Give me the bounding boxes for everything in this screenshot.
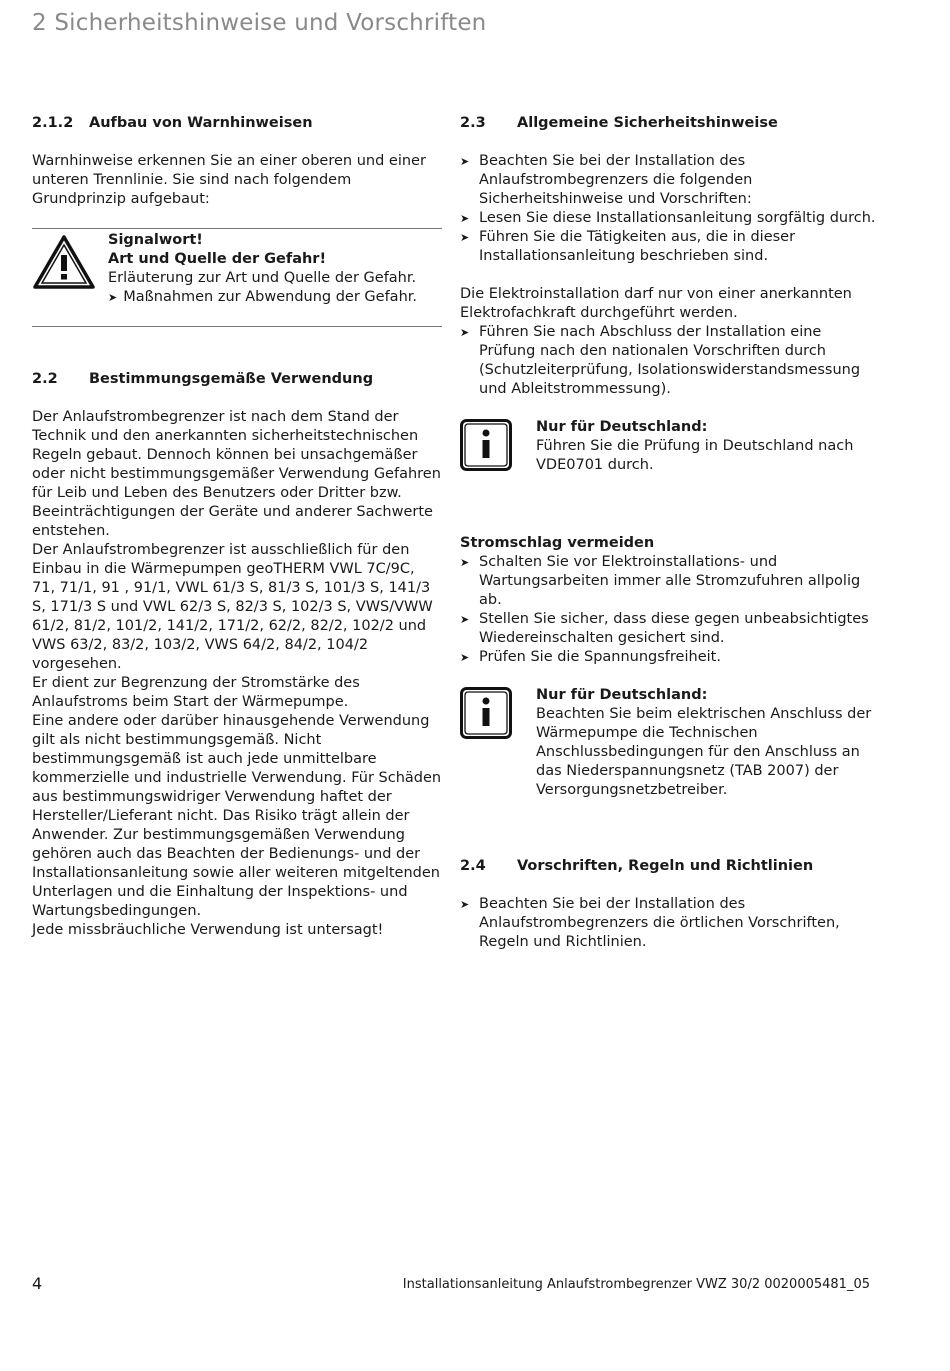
- section-title: Bestimmungsgemäße Verwendung: [89, 371, 374, 387]
- list-item-text: Stellen Sie sicher, dass diese gegen unbeabsichtigtes Wiedereinschalten gesichert sind.: [479, 611, 869, 646]
- arrow-bullet-icon: ➤: [108, 291, 118, 304]
- info-icon: [460, 686, 536, 800]
- list-item-text: Beachten Sie bei der Installation des Anlaufstrombegrenzers die folgenden Sicherheitshinweise und Vorschriften:: [479, 153, 753, 207]
- warning-explanation: Erläuterung zur Art und Quelle der Gefahr.: [108, 270, 417, 286]
- warning-source: Art und Quelle der Gefahr!: [108, 251, 327, 267]
- page-number: 4: [32, 1274, 43, 1293]
- arrow-bullet-icon: ➤: [460, 556, 470, 569]
- info-text: [536, 686, 880, 800]
- list-item-text: Lesen Sie diese Installationsanleitung sorgfältig durch.: [479, 210, 876, 226]
- info-body: Führen Sie die Prüfung in Deutschland nach VDE0701 durch.: [536, 438, 854, 473]
- list-item: [460, 610, 880, 648]
- list-item: [460, 648, 880, 667]
- elektro-bullet-list: [460, 323, 880, 399]
- warning-triangle-icon: [32, 231, 108, 307]
- section-heading-2-4: [460, 857, 880, 876]
- list-item: [460, 323, 880, 399]
- arrow-bullet-icon: ➤: [460, 651, 470, 664]
- usage-paragraph-4: Eine andere oder darüber hinausgehende Verwendung gilt als nicht bestimmungsgemäß. Nicht bestimmungsgemäß ist auch jede unmittelbare kommerzielle und industrielle Verwendung. Für Schäden aus bestimmungswidriger Verwendung haftet der Hersteller/Lieferant nicht. Das Risiko trägt allein der Anwender. Zur bestimmungsgemäßen Verwendung gehören auch das Beachten der Bedienungs- und der Installationsanleitung sowie aller weiteren mitgeltenden Unterlagen und die Einhaltung der Inspektions- und Wartungsbedingungen.: [32, 713, 442, 919]
- list-item-text: Prüfen Sie die Spannungsfreiheit.: [479, 649, 721, 665]
- list-item: [460, 228, 880, 266]
- list-item-text: Beachten Sie bei der Installation des Anlaufstrombegrenzers die örtlichen Vorschriften, Regeln und Richtlinien.: [479, 896, 840, 950]
- arrow-bullet-icon: ➤: [460, 326, 470, 339]
- regulations-bullet-list: [460, 895, 880, 952]
- footer-document-title: Installationsanleitung Anlaufstrombegrenzer VWZ 30/2 0020005481_05: [402, 1277, 870, 1292]
- list-item: [460, 152, 880, 209]
- list-item: [460, 895, 880, 952]
- info-text: [536, 418, 880, 477]
- safety-bullet-list: [460, 152, 880, 266]
- arrow-bullet-icon: ➤: [460, 212, 470, 225]
- warning-text: [108, 231, 417, 307]
- section-heading-2-3: [460, 114, 880, 133]
- elektro-paragraph: Die Elektroinstallation darf nur von einer anerkannten Elektrofachkraft durchgeführt werden.: [460, 286, 852, 321]
- usage-paragraph-1: Der Anlaufstrombegrenzer ist nach dem Stand der Technik und den anerkannten sicherheitstechnischen Regeln gebaut. Dennoch können bei unsachgemäßer oder nicht bestimmungsgemäßer Verwendung Gefahren für Leib und Leben des Benutzers oder Dritter bzw. Beeinträchtigungen der Geräte und anderer Sachwerte entstehen.: [32, 409, 441, 539]
- info-box-vde: [460, 418, 880, 477]
- chapter-title: 2 Sicherheitshinweise und Vorschriften: [32, 10, 487, 36]
- section-heading-2-2: [32, 370, 442, 389]
- arrow-bullet-icon: ➤: [460, 155, 470, 168]
- usage-paragraph-5: Jede missbräuchliche Verwendung ist untersagt!: [32, 922, 384, 938]
- section-title: Aufbau von Warnhinweisen: [89, 115, 313, 131]
- info-icon: [460, 418, 536, 477]
- info-title: Nur für Deutschland:: [536, 419, 708, 435]
- right-column: [460, 114, 880, 952]
- warning-signal-word: Signalwort!: [108, 232, 203, 248]
- warning-intro-paragraph: Warnhinweise erkennen Sie an einer oberen und einer unteren Trennlinie. Sie sind nach folgendem Grundprinzip aufgebaut:: [32, 153, 426, 207]
- warning-box: [32, 228, 442, 327]
- list-item-text: Schalten Sie vor Elektroinstallations- und Wartungsarbeiten immer alle Stromzufuhren allpolig ab.: [479, 554, 861, 608]
- section-title: Vorschriften, Regeln und Richtlinien: [517, 858, 814, 874]
- usage-paragraph-2: Der Anlaufstrombegrenzer ist ausschließlich für den Einbau in die Wärmepumpen geoTHERM VWL 7C/9C, 71, 71/1, 91 , 91/1, VWL 61/3 S, 81/3 S, 101/3 S, 141/3 S, 171/3 S und VWL 62/3 S, 82/3 S, 102/3 S, VWS/VWW 61/2, 81/2, 101/2, 141/2, 171/2, 62/2, 82/2, 102/2 und VWS 63/2, 83/2, 103/2, VWS 64/2, 84/2, 104/2 vorgesehen.: [32, 542, 433, 672]
- stromschlag-heading: Stromschlag vermeiden: [460, 535, 655, 551]
- arrow-bullet-icon: ➤: [460, 898, 470, 911]
- section-number: 2.2: [32, 371, 58, 387]
- warning-measure: [108, 288, 417, 307]
- info-box-tab: [460, 686, 880, 800]
- info-title: Nur für Deutschland:: [536, 687, 708, 703]
- list-item-text: Führen Sie nach Abschluss der Installation eine Prüfung nach den nationalen Vorschriften durch (Schutzleiterprüfung, Isolationswiderstandsmessung und Ableitstrommessung).: [479, 324, 861, 397]
- stromschlag-bullet-list: [460, 553, 880, 667]
- list-item: [460, 553, 880, 610]
- warning-measure-text: Maßnahmen zur Abwendung der Gefahr.: [123, 289, 417, 305]
- usage-paragraph-3: Er dient zur Begrenzung der Stromstärke des Anlaufstroms beim Start der Wärmepumpe.: [32, 675, 360, 710]
- section-number: 2.4: [460, 858, 486, 874]
- left-column: [32, 114, 442, 940]
- arrow-bullet-icon: ➤: [460, 231, 470, 244]
- list-item: [460, 209, 880, 228]
- section-title: Allgemeine Sicherheitshinweise: [517, 115, 778, 131]
- section-heading-2-1-2: [32, 114, 442, 133]
- section-number: 2.1.2: [32, 115, 74, 131]
- arrow-bullet-icon: ➤: [460, 613, 470, 626]
- section-number: 2.3: [460, 115, 486, 131]
- info-body: Beachten Sie beim elektrischen Anschluss der Wärmepumpe die Technischen Anschlussbedingungen für den Anschluss an das Niederspannungsnetz (TAB 2007) der Versorgungsnetzbetreiber.: [536, 706, 872, 798]
- list-item-text: Führen Sie die Tätigkeiten aus, die in dieser Installationsanleitung beschrieben sind.: [479, 229, 796, 264]
